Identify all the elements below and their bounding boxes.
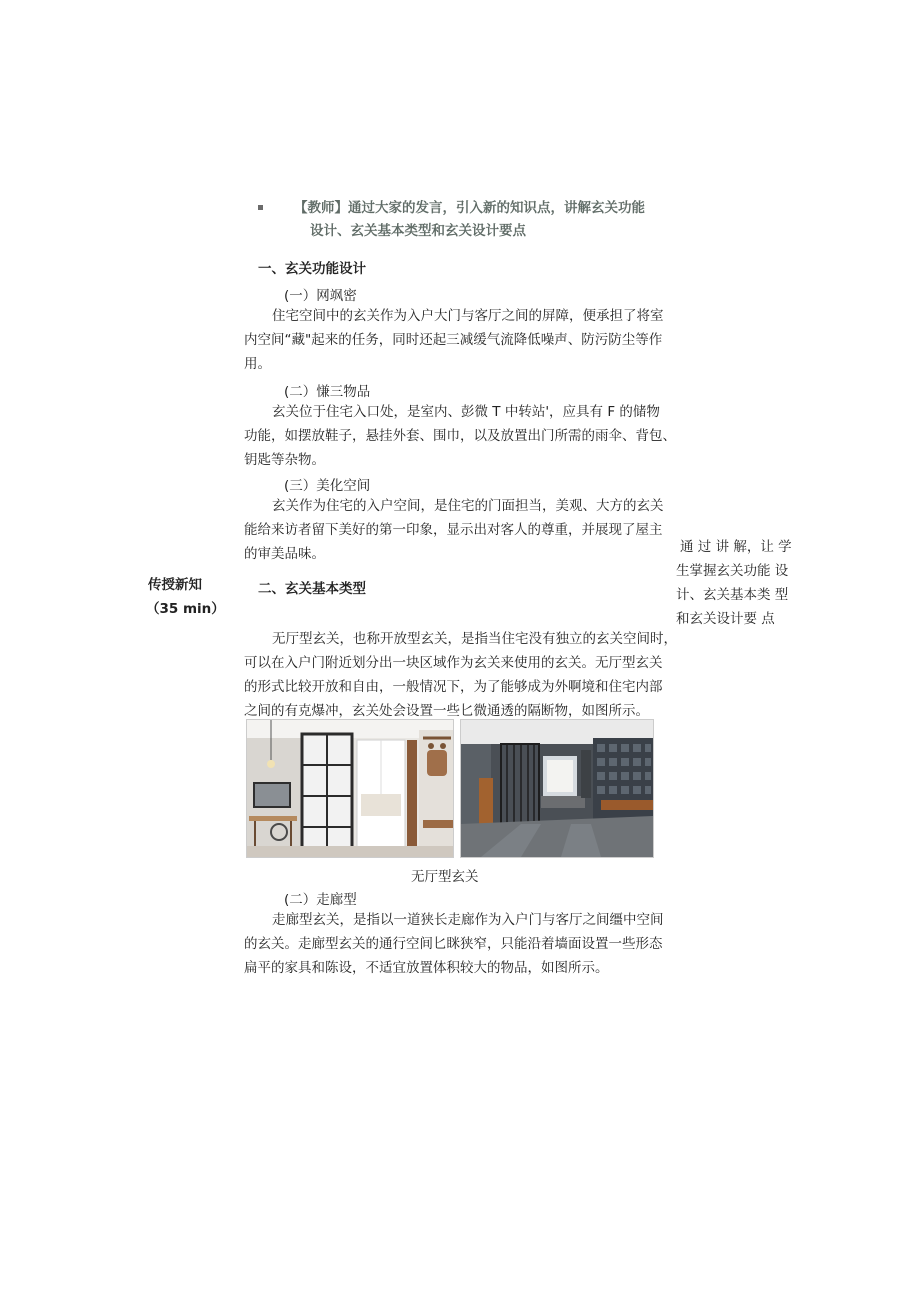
section2-paragraph bbox=[244, 627, 677, 723]
section1-sub3-title: (三）美化空间 bbox=[284, 478, 371, 494]
section1-sub2-paragraph bbox=[244, 400, 676, 472]
side-note bbox=[676, 535, 792, 631]
paragraph-line: 的玄关。走廊型玄关的通行空间匕眯狭窄，只能沿着墙面设置一些形态 bbox=[244, 936, 663, 952]
section1-sub2-title: (二）慊三物品 bbox=[284, 384, 371, 400]
teacher-note-line1: 【教师】通过大家的发言，引入新的知识点，讲解玄关功能 bbox=[294, 200, 645, 216]
paragraph-line: 走廊型玄关，是指以一道狭长走廊作为入户门与客厅之间缰中空间 bbox=[272, 912, 664, 928]
paragraph-line: 住宅空间中的玄关作为入户大门与客厅之间的屏障，便承担了将室 bbox=[272, 308, 664, 324]
section2-sub2-title: (二）走廊型 bbox=[284, 892, 357, 908]
paragraph-line: 扁平的家具和陈设，不适宜放置体积较大的物品，如图所示。 bbox=[244, 960, 609, 976]
paragraph-line: 的审美品味。 bbox=[244, 546, 325, 562]
section1-sub1-paragraph bbox=[244, 304, 664, 376]
paragraph-line: 之间的有克爆冲，玄关处会设置一些匕微通透的隔断物，如图所示。 bbox=[244, 703, 649, 719]
paragraph-line: 的形式比较开放和自由，一般情况下，为了能够成为外啊境和住宅内部 bbox=[244, 679, 663, 695]
paragraph-line: 能给来访者留下美好的第一印象，显示出对客人的尊重，并展现了屋主 bbox=[244, 522, 663, 538]
paragraph-line: 玄关作为住宅的入户空间，是住宅的门面担当，美观、大方的玄关 bbox=[272, 498, 664, 514]
side-label-title: 传授新知 bbox=[148, 577, 202, 593]
side-label-duration: （35 min） bbox=[146, 601, 225, 617]
bullet-icon bbox=[258, 205, 263, 210]
paragraph-line: 钥匙等杂物。 bbox=[244, 452, 325, 468]
teacher-note-line2: 设计、玄关基本类型和玄关设计要点 bbox=[310, 223, 526, 239]
paragraph-line: 可以在入户门附近划分出一块区域作为玄关来使用的玄关。无厅型玄关 bbox=[244, 655, 663, 671]
side-note-line: 通 过 讲 解，让 学 bbox=[680, 539, 792, 555]
side-note-line: 计、玄关基本类 型 bbox=[676, 587, 789, 603]
section1-heading: 一、玄关功能设计 bbox=[258, 261, 366, 277]
foyer-photo-1 bbox=[246, 719, 454, 858]
foyer-photo-2 bbox=[460, 719, 654, 858]
paragraph-line: 用。 bbox=[244, 356, 271, 372]
section2-heading: 二、玄关基本类型 bbox=[258, 581, 366, 597]
section1-sub3-paragraph bbox=[244, 494, 664, 566]
paragraph-line: 功能，如摆放鞋子，悬挂外套、围巾，以及放置出门所需的雨伞、背包、 bbox=[244, 428, 676, 444]
paragraph-line: 无厅型玄关，也称开放型玄关，是指当住宅没有独立的玄关空间时， bbox=[272, 631, 677, 647]
paragraph-line: 玄关位于住宅入口处，是室内、彭微 T 中转站'，应具有 F 的储物 bbox=[272, 404, 660, 420]
side-note-line: 和玄关设计要 点 bbox=[676, 611, 775, 627]
paragraph-line: 内空间“藏"起来的任务，同时还起三减缓气流降低噪声、防污防尘等作 bbox=[244, 332, 663, 348]
photo-caption: 无厅型玄关 bbox=[411, 869, 479, 885]
side-note-line: 生掌握玄关功能 设 bbox=[676, 563, 789, 579]
section2-sub2-paragraph bbox=[244, 908, 664, 980]
section1-sub1-title: (一）网飒密 bbox=[284, 288, 357, 304]
